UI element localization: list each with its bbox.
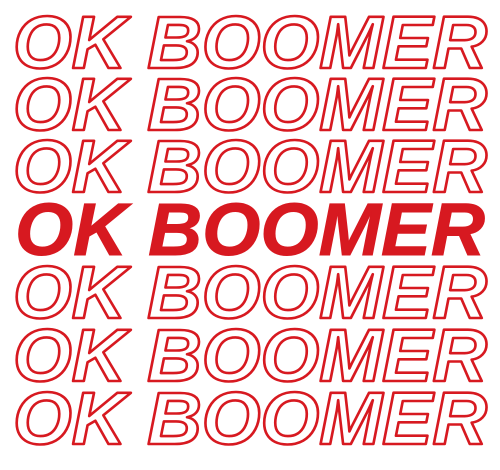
slogan-line-7 <box>0 377 500 460</box>
slogan-line-4-highlight <box>0 188 500 271</box>
slogan-line-7-text: OK BOOMER <box>13 377 487 460</box>
slogan-line-3-text: OK BOOMER <box>13 125 487 208</box>
slogan-line-1-text: OK BOOMER <box>13 1 487 84</box>
slogan-line-2-text: OK BOOMER <box>13 63 487 146</box>
slogan-line-4-text: OK BOOMER <box>15 188 485 271</box>
slogan-line-5 <box>0 251 500 334</box>
slogan-line-5-text: OK BOOMER <box>13 251 487 334</box>
slogan-line-3 <box>0 125 500 208</box>
slogan-line-6 <box>0 314 500 397</box>
slogan-line-6-text: OK BOOMER <box>13 314 487 397</box>
